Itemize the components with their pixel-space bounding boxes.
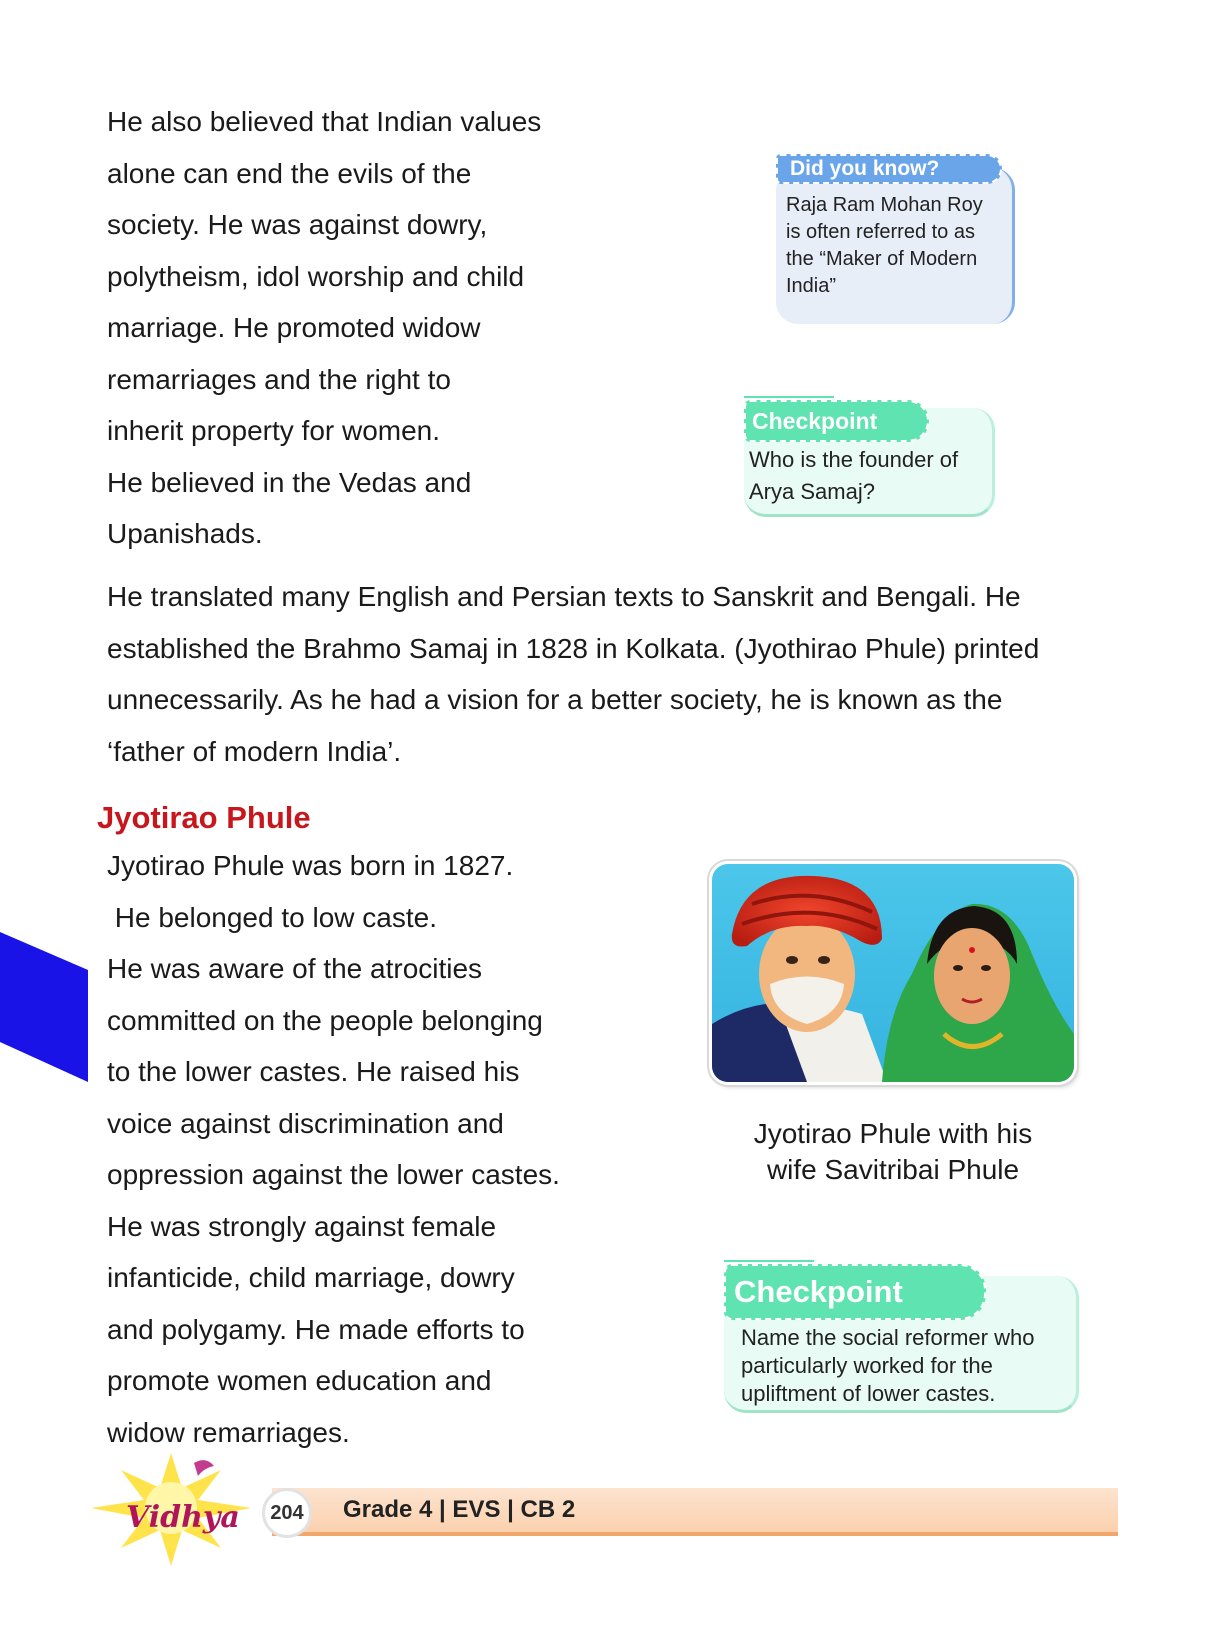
text-line: society. He was against dowry, (107, 209, 488, 240)
text-line: He believed in the Vedas and (107, 466, 472, 498)
image-caption (712, 1116, 1074, 1188)
checkpoint-box-2 (724, 1264, 1084, 1414)
phule-paragraph (107, 840, 687, 1458)
did-you-know-text (786, 192, 1008, 300)
checkpoint-question (741, 1324, 1034, 1408)
text-line: India” (786, 275, 837, 297)
text-line: particularly worked for the (741, 1353, 993, 1378)
wide-paragraph (107, 571, 1167, 777)
text-line: alone can end the evils of the (107, 157, 472, 189)
text-line: He was aware of the atrocities (107, 953, 483, 984)
text-line: He belonged to low caste. (107, 901, 437, 933)
text-line: He also believed that Indian values (107, 106, 542, 137)
checkpoint-question (749, 444, 958, 508)
text-line: oppression against the lower castes. (107, 1159, 560, 1190)
logo-text: Vidhya (126, 1500, 240, 1535)
text-line: and polygamy. He made efforts to (107, 1313, 525, 1345)
divider (724, 1260, 814, 1262)
text-line: Who is the founder of (749, 447, 959, 472)
text-line: polytheism, idol worship and child (107, 260, 525, 292)
side-decoration (0, 932, 90, 1082)
portrait-image (712, 864, 1074, 1082)
text-line: Name the social reformer who (741, 1325, 1035, 1350)
text-line: is often referred to as (786, 221, 975, 243)
checkpoint-title: Checkpoint (724, 1264, 986, 1320)
text-line: marriage. He promoted widow (107, 312, 481, 343)
caption-line: wife Savitribai Phule (766, 1154, 1020, 1185)
footer-text: Grade 4 | EVS | CB 2 (343, 1496, 576, 1523)
text-line: upliftment of lower castes. (741, 1381, 996, 1406)
text-line: He translated many English and Persian texts to Sanskrit and Bengali. He (107, 581, 1021, 612)
caption-line: Jyotirao Phule with his (753, 1118, 1033, 1149)
text-line: Raja Ram Mohan Roy (786, 194, 983, 216)
text-line: promote women education and (107, 1365, 492, 1396)
text-line: voice against discrimination and (107, 1107, 504, 1139)
text-line: established the Brahmo Samaj in 1828 in Kolkata. (Jyothirao Phule) printed (107, 632, 1040, 664)
text-line: inherit property for women. (107, 415, 441, 446)
intro-paragraph (107, 96, 667, 560)
text-line: unnecessarily. As he had a vision for a better society, he is known as the (107, 684, 1003, 715)
text-line: ‘father of modern India’. (107, 735, 402, 767)
text-line: Upanishads. (107, 518, 263, 549)
did-you-know-title: Did you know? (776, 154, 1002, 184)
text-line: widow remarriages. (107, 1416, 350, 1448)
text-line: committed on the people belonging (107, 1004, 543, 1036)
checkpoint-box-1 (744, 400, 996, 518)
section-heading: Jyotirao Phule (97, 800, 311, 835)
text-line: He was strongly against female (107, 1210, 497, 1242)
text-line: to the lower castes. He raised his (107, 1056, 520, 1087)
did-you-know-box (776, 154, 1012, 324)
text-line: Jyotirao Phule was born in 1827. (107, 850, 514, 881)
checkpoint-title: Checkpoint (744, 400, 929, 442)
text-line: infanticide, child marriage, dowry (107, 1262, 515, 1293)
text-line: remarriages and the right to (107, 363, 451, 395)
page-number: 204 (262, 1488, 312, 1538)
divider (744, 396, 834, 398)
text-line: Arya Samaj? (749, 479, 875, 504)
text-line: the “Maker of Modern (786, 248, 978, 270)
